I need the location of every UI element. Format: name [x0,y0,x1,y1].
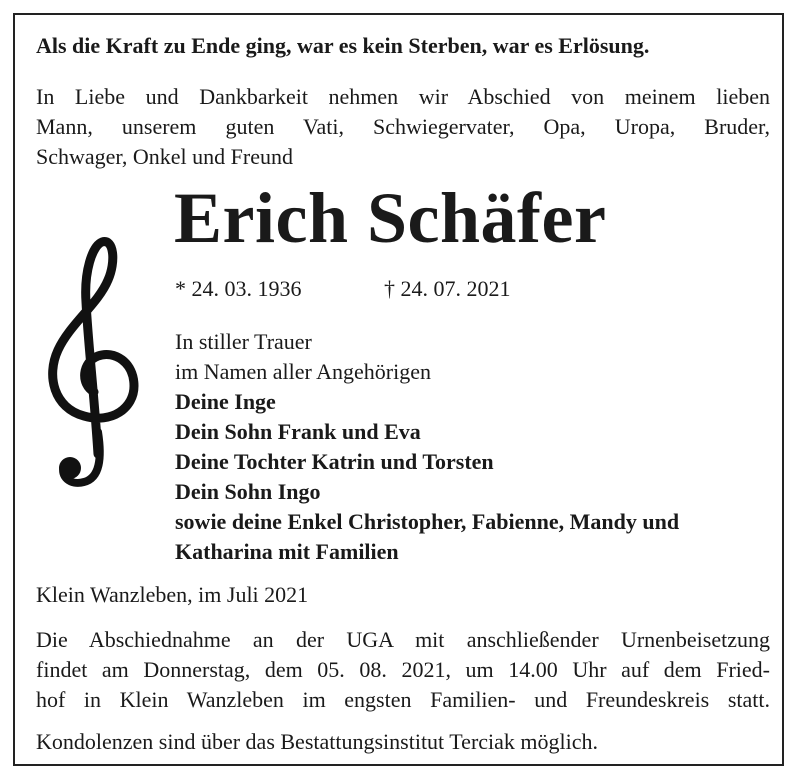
death-date: † 24. 07. 2021 [384,276,511,301]
headline: Als die Kraft zu Ende ging, war es kein Sterben, war es Erlösung. [36,33,650,58]
mourning-line-2: im Namen aller Angehörigen [175,359,431,384]
deceased-name: Erich Schäfer [174,178,607,258]
ceremony-line-1: Die Abschiednahme an der UGA mit anschließender Urnenbeisetzung [36,627,770,652]
intro-line-3: Schwager, Onkel und Freund [36,144,293,169]
treble-clef-icon [40,232,150,492]
intro-line-2: Mann, unserem guten Vati, Schwiegervater, Opa, Uropa, Bruder, [36,114,770,139]
family-line-4: Dein Sohn Ingo [175,479,321,504]
family-line-3: Deine Tochter Katrin und Torsten [175,449,494,474]
ceremony-line-3: hof in Klein Wanzleben im engsten Familien- und Freundeskreis statt. [36,687,770,712]
family-line-2: Dein Sohn Frank und Eva [175,419,421,444]
birth-date: * 24. 03. 1936 [175,276,302,301]
place-date: Klein Wanzleben, im Juli 2021 [36,582,309,607]
condolences: Kondolenzen sind über das Bestattungsinstitut Terciak möglich. [36,729,599,754]
ceremony-line-2: findet am Donnerstag, dem 05. 08. 2021, um 14.00 Uhr auf dem Fried- [36,657,770,682]
family-line-5: sowie deine Enkel Christopher, Fabienne, Mandy und [175,509,680,534]
family-line-1: Deine Inge [175,389,276,414]
family-line-6: Katharina mit Familien [175,539,399,564]
intro-line-1: In Liebe und Dankbarkeit nehmen wir Abschied von meinem lieben [36,84,770,109]
mourning-line-1: In stiller Trauer [175,329,312,354]
